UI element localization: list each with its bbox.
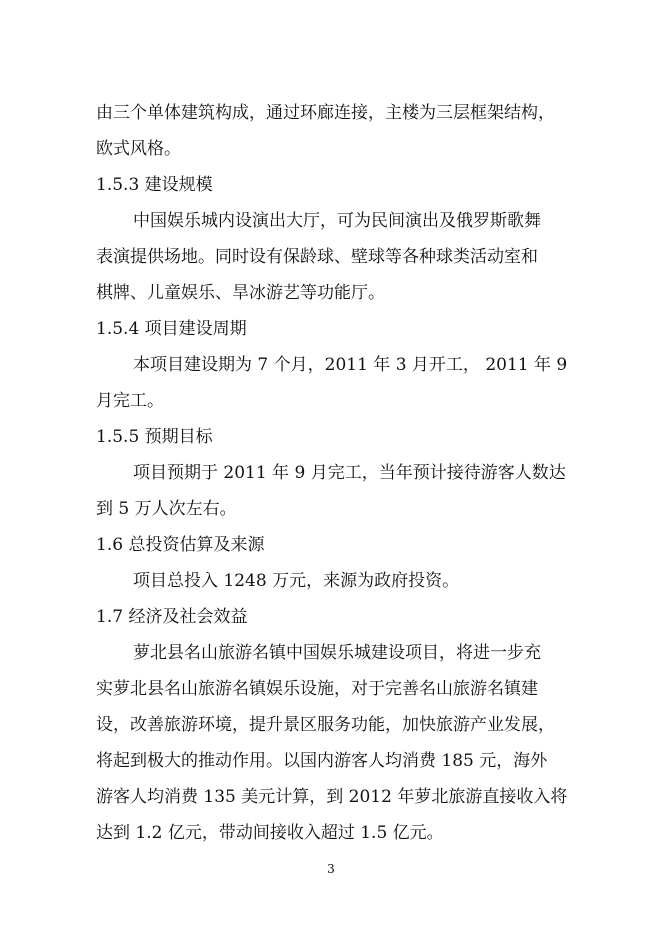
section-heading: 1.6 总投资估算及来源 <box>96 535 265 555</box>
page-number: 3 <box>327 862 335 876</box>
body-text-line: 月完工。 <box>96 391 164 411</box>
body-text-line: 欧式风格。 <box>96 139 181 159</box>
body-text-line: 达到 1.2 亿元，带动间接收入超过 1.5 亿元。 <box>96 823 444 843</box>
section-heading: 1.5.3 建设规模 <box>96 175 213 195</box>
body-text-line: 萝北县名山旅游名镇中国娱乐城建设项目，将进一步充 <box>133 643 541 663</box>
body-text-line: 项目预期于 2011 年 9 月完工，当年预计接待游客人数达 <box>133 463 566 483</box>
section-heading: 1.5.5 预期目标 <box>96 427 213 447</box>
section-heading: 1.7 经济及社会效益 <box>96 607 248 627</box>
body-text-line: 本项目建设期为 7 个月，2011 年 3 月开工， 2011 年 9 <box>133 355 568 375</box>
section-heading: 1.5.4 项目建设周期 <box>96 319 247 339</box>
body-text-line: 由三个单体建筑构成，通过环廊连接，主楼为三层框架结构， <box>96 103 555 123</box>
body-text-line: 表演提供场地。同时设有保龄球、壁球等各种球类活动室和 <box>96 247 538 267</box>
body-text-line: 中国娱乐城内设演出大厅，可为民间演出及俄罗斯歌舞 <box>133 211 541 231</box>
body-text-line: 将起到极大的推动作用。以国内游客人均消费 185 元，海外 <box>96 751 548 771</box>
body-text-line: 游客人均消费 135 美元计算，到 2012 年萝北旅游直接收入将 <box>96 787 568 807</box>
body-text-line: 棋牌、儿童娱乐、旱冰游艺等功能厅。 <box>96 283 385 303</box>
body-text-line: 实萝北县名山旅游名镇娱乐设施，对于完善名山旅游名镇建 <box>96 679 538 699</box>
body-text-line: 设，改善旅游环境，提升景区服务功能，加快旅游产业发展， <box>96 715 555 735</box>
body-text-line: 项目总投入 1248 万元，来源为政府投资。 <box>133 571 460 591</box>
body-text-line: 到 5 万人次左右。 <box>96 499 237 519</box>
